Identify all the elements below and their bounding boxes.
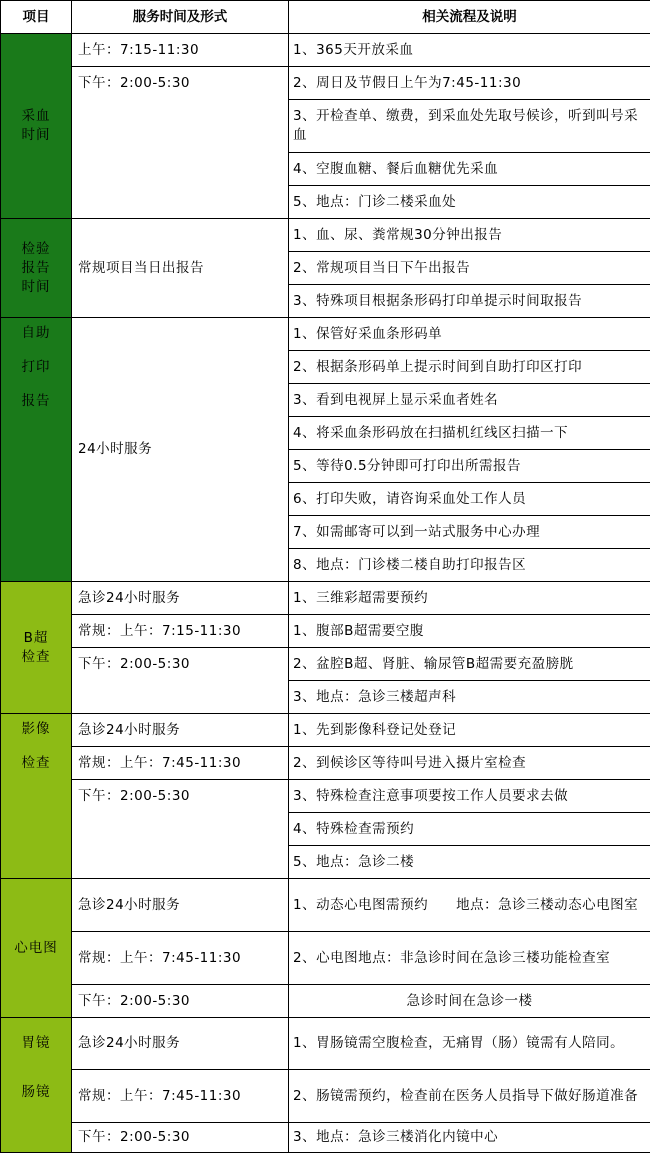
table-row bbox=[1, 780, 650, 813]
note-cell: 4、特殊检查需预约 bbox=[289, 813, 650, 846]
table-row bbox=[1, 318, 650, 351]
note-cell: 急诊时间在急诊一楼 bbox=[289, 985, 650, 1018]
note-cell: 5、地点：急诊二楼 bbox=[289, 846, 650, 879]
category-label: 时间 bbox=[21, 127, 51, 143]
table-row bbox=[1, 219, 650, 252]
service-time-cell: 下午：2:00-5:30 bbox=[72, 67, 289, 219]
table-row bbox=[1, 879, 650, 932]
header-service-time: 服务时间及形式 bbox=[72, 1, 289, 34]
category-label: 报告 bbox=[21, 393, 51, 409]
header-item: 项目 bbox=[1, 1, 72, 34]
table-row bbox=[1, 1123, 650, 1153]
category-label: B超 bbox=[23, 629, 49, 646]
table-row bbox=[1, 932, 650, 985]
note-cell: 4、空腹血糖、餐后血糖优先采血 bbox=[289, 153, 650, 186]
service-time-cell: 急诊24小时服务 bbox=[72, 1018, 289, 1070]
header-row bbox=[1, 1, 650, 34]
note-cell: 8、地点：门诊楼二楼自助打印报告区 bbox=[289, 549, 650, 582]
category-self-print-report bbox=[1, 318, 72, 582]
service-time-cell: 下午：2:00-5:30 bbox=[72, 648, 289, 714]
note-cell: 6、打印失败，请咨询采血处工作人员 bbox=[289, 483, 650, 516]
category-ultrasound-exam bbox=[1, 582, 72, 714]
category-label: 心电图 bbox=[14, 939, 58, 956]
note-cell: 1、先到影像科登记处登记 bbox=[289, 714, 650, 747]
category-label: 肠镜 bbox=[21, 1084, 51, 1100]
category-ecg bbox=[1, 879, 72, 1018]
service-time-cell: 下午：2:00-5:30 bbox=[72, 985, 289, 1018]
category-endoscopy bbox=[1, 1018, 72, 1153]
note-cell: 3、看到电视屏上显示采血者姓名 bbox=[289, 384, 650, 417]
table-row bbox=[1, 747, 650, 780]
note-cell: 3、特殊检查注意事项要按工作人员要求去做 bbox=[289, 780, 650, 813]
table-row bbox=[1, 34, 650, 67]
note-cell: 1、血、尿、粪常规30分钟出报告 bbox=[289, 219, 650, 252]
category-label: 检查 bbox=[21, 648, 51, 665]
category-label: 采血 bbox=[21, 108, 51, 124]
category-label: 检验 bbox=[21, 240, 51, 257]
service-time-cell: 常规项目当日出报告 bbox=[72, 219, 289, 318]
note-cell: 2、常规项目当日下午出报告 bbox=[289, 252, 650, 285]
category-blood-collection bbox=[1, 34, 72, 219]
service-time-cell: 24小时服务 bbox=[72, 318, 289, 582]
service-time-cell: 急诊24小时服务 bbox=[72, 714, 289, 747]
note-cell: 3、地点：急诊三楼超声科 bbox=[289, 681, 650, 714]
note-cell: 5、等待0.5分钟即可打印出所需报告 bbox=[289, 450, 650, 483]
service-time-cell: 急诊24小时服务 bbox=[72, 582, 289, 615]
note-cell: 2、肠镜需预约，检查前在医务人员指导下做好肠道准备 bbox=[289, 1070, 650, 1123]
note-cell: 3、开检查单、缴费，到采血处先取号候诊，听到叫号采血 bbox=[289, 100, 650, 153]
service-time-cell: 下午：2:00-5:30 bbox=[72, 780, 289, 879]
table-row bbox=[1, 648, 650, 681]
category-label: 时间 bbox=[21, 278, 51, 295]
category-label: 打印 bbox=[21, 359, 51, 375]
category-label: 报告 bbox=[21, 259, 51, 276]
category-label: 影像 bbox=[21, 721, 51, 737]
note-cell: 2、心电图地点：非急诊时间在急诊三楼功能检查室 bbox=[289, 932, 650, 985]
service-time-cell: 常规：上午：7:45-11:30 bbox=[72, 747, 289, 780]
note-cell: 2、根据条形码单上提示时间到自助打印区打印 bbox=[289, 351, 650, 384]
note-cell: 2、盆腔B超、肾脏、输尿管B超需要充盈膀胱 bbox=[289, 648, 650, 681]
note-cell: 4、将采血条形码放在扫描机红线区扫描一下 bbox=[289, 417, 650, 450]
category-label: 自助 bbox=[21, 325, 51, 341]
service-time-cell: 下午：2:00-5:30 bbox=[72, 1123, 289, 1153]
service-time-cell: 常规：上午：7:15-11:30 bbox=[72, 615, 289, 648]
note-cell: 3、特殊项目根据条形码打印单提示时间取报告 bbox=[289, 285, 650, 318]
table-row bbox=[1, 1018, 650, 1070]
note-cell: 1、腹部B超需要空腹 bbox=[289, 615, 650, 648]
note-cell: 1、三维彩超需要预约 bbox=[289, 582, 650, 615]
table-row bbox=[1, 714, 650, 747]
table-row bbox=[1, 67, 650, 100]
category-lab-report-time bbox=[1, 219, 72, 318]
service-time-cell: 急诊24小时服务 bbox=[72, 879, 289, 932]
note-cell: 7、如需邮寄可以到一站式服务中心办理 bbox=[289, 516, 650, 549]
note-cell: 1、保管好采血条形码单 bbox=[289, 318, 650, 351]
table-row bbox=[1, 615, 650, 648]
category-label: 检查 bbox=[21, 755, 51, 771]
service-time-cell: 常规：上午：7:45-11:30 bbox=[72, 1070, 289, 1123]
header-process-notes: 相关流程及说明 bbox=[289, 1, 650, 34]
note-cell: 3、地点：急诊三楼消化内镜中心 bbox=[289, 1123, 650, 1153]
service-time-cell: 上午：7:15-11:30 bbox=[72, 34, 289, 67]
note-cell: 1、动态心电图需预约 地点：急诊三楼动态心电图室 bbox=[289, 879, 650, 932]
note-cell: 2、到候诊区等待叫号进入摄片室检查 bbox=[289, 747, 650, 780]
table-row bbox=[1, 1070, 650, 1123]
category-label: 胃镜 bbox=[21, 1035, 51, 1051]
note-cell: 1、365天开放采血 bbox=[289, 34, 650, 67]
note-cell: 2、周日及节假日上午为7:45-11:30 bbox=[289, 67, 650, 100]
note-cell: 1、胃肠镜需空腹检查，无痛胃（肠）镜需有人陪同。 bbox=[289, 1018, 650, 1070]
table-row bbox=[1, 582, 650, 615]
service-time-cell: 常规：上午：7:45-11:30 bbox=[72, 932, 289, 985]
note-cell: 5、地点：门诊二楼采血处 bbox=[289, 186, 650, 219]
category-imaging-exam bbox=[1, 714, 72, 879]
table-row bbox=[1, 985, 650, 1018]
